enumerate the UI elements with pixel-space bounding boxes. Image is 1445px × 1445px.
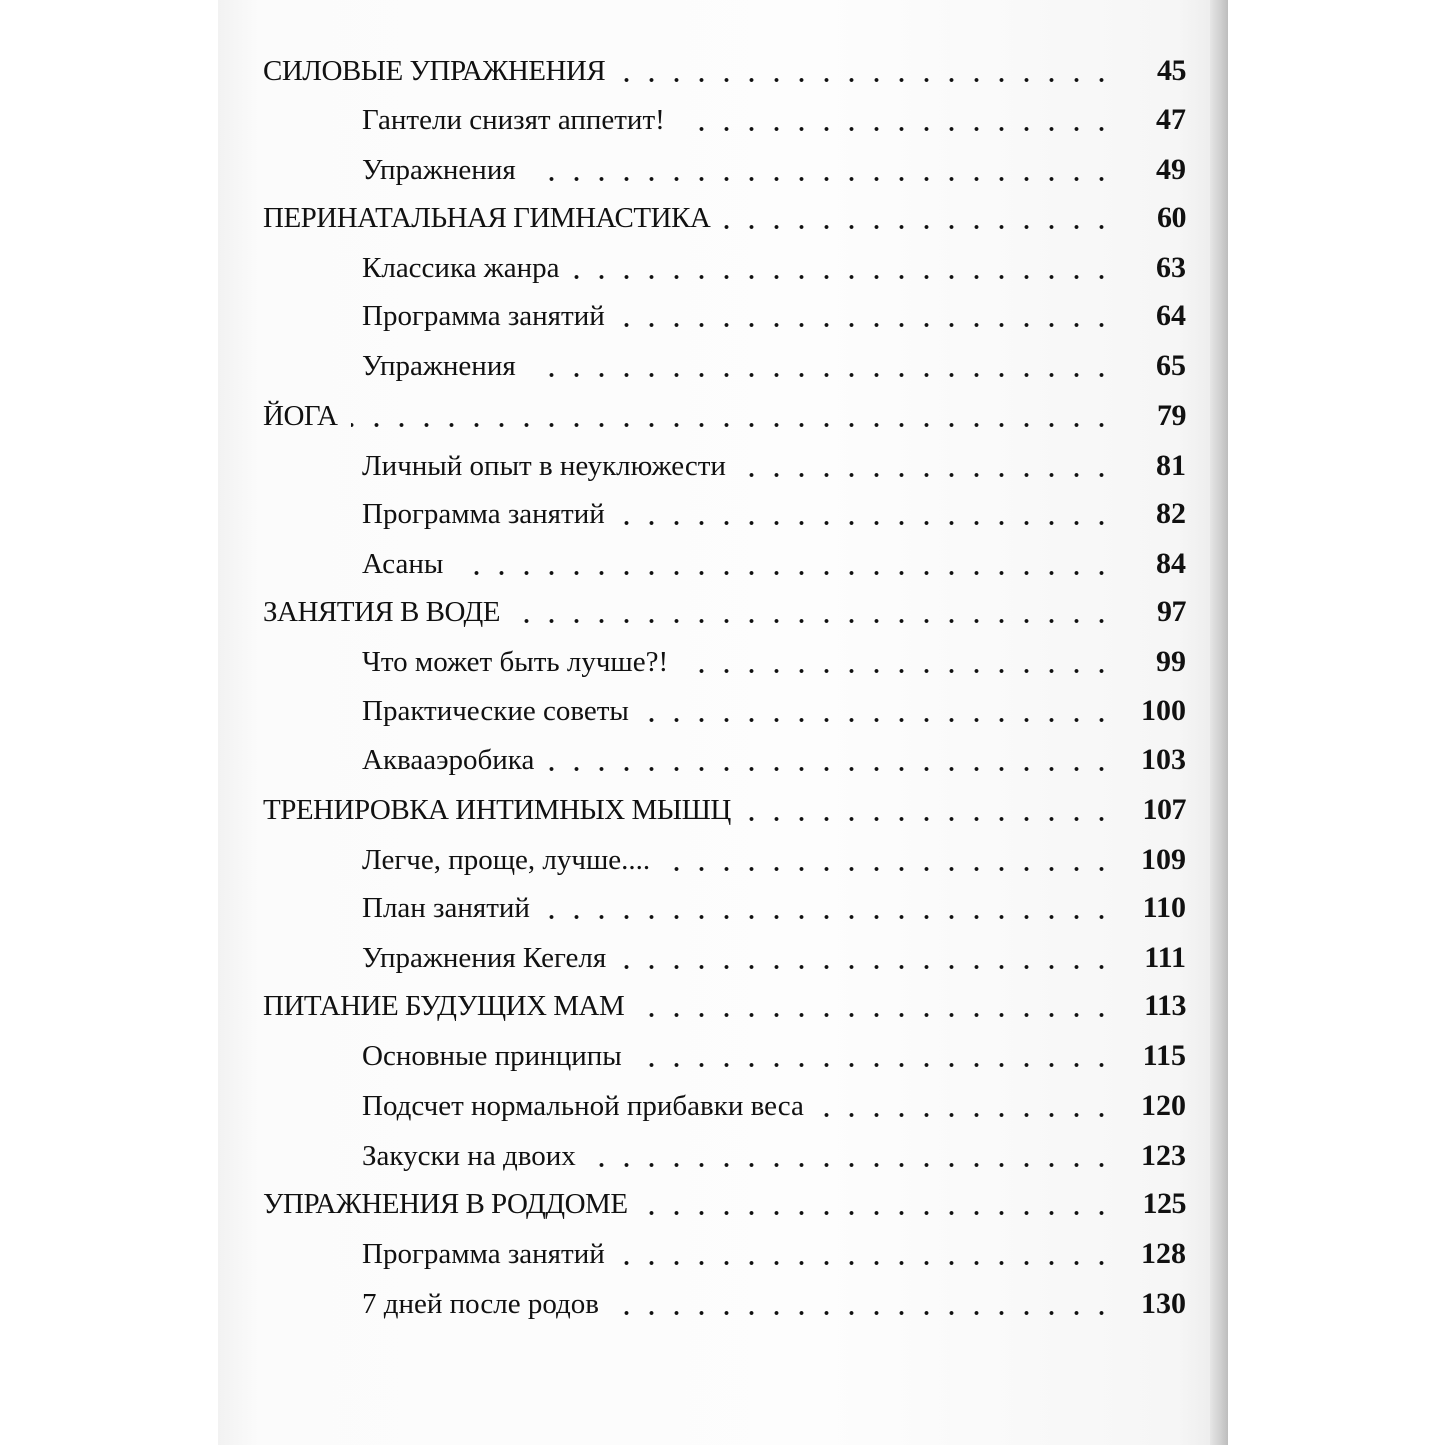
dot-leader [619, 322, 1114, 328]
toc-entry-title: Личный опыт в неуклюжести [362, 450, 726, 482]
toc-section-row [362, 684, 1186, 728]
toc-section-row [362, 93, 1186, 137]
dot-leader [514, 618, 1114, 624]
dot-leader [636, 1062, 1114, 1068]
toc-chapter-row [263, 44, 1186, 88]
toc-section-row [362, 881, 1186, 925]
toc-entry-page-number: 64 [1156, 299, 1186, 332]
dot-leader [574, 274, 1114, 280]
toc-entry-page-number: 109 [1141, 843, 1186, 876]
dot-leader [740, 472, 1114, 478]
dot-leader [818, 1112, 1114, 1118]
toc-entry-page-number: 107 [1142, 793, 1186, 826]
toc-chapter-row [263, 1177, 1186, 1221]
dot-leader [530, 372, 1114, 378]
dot-leader [643, 717, 1114, 723]
toc-entry-title: ПЕРИНАТАЛЬНАЯ ГИМНАСТИКА [263, 202, 711, 234]
toc-section-row [362, 1029, 1186, 1073]
toc-chapter-row [263, 979, 1186, 1023]
toc-entry-page-number: 130 [1141, 1287, 1186, 1320]
toc-entry-title: Что может быть лучше?! [362, 646, 669, 678]
toc-section-row [362, 833, 1186, 877]
dot-leader [457, 570, 1114, 576]
toc-section-row [362, 733, 1186, 777]
toc-entry-title: Программа занятий [362, 300, 605, 332]
toc-entry-page-number: 65 [1156, 349, 1186, 382]
toc-chapter-row [263, 585, 1186, 629]
dot-leader [620, 964, 1114, 970]
toc-entry-title: План занятий [362, 892, 530, 924]
toc-entry-title: ПИТАНИЕ БУДУЩИХ МАМ [263, 990, 625, 1022]
toc-section-row [362, 439, 1186, 483]
dot-leader [619, 77, 1114, 83]
dot-leader [638, 1012, 1114, 1018]
toc-entry-page-number: 97 [1157, 595, 1186, 628]
toc-section-row [362, 931, 1186, 975]
toc-entry-page-number: 100 [1141, 694, 1186, 727]
toc-entry-title: Программа занятий [362, 1238, 605, 1270]
toc-entry-title: Аквааэробика [362, 744, 535, 776]
toc-entry-page-number: 99 [1156, 645, 1186, 678]
toc-entry-title: ЗАНЯТИЯ В ВОДЕ [263, 596, 500, 628]
toc-entry-page-number: 110 [1142, 891, 1186, 924]
dot-leader [664, 866, 1114, 872]
toc-chapter-row [263, 191, 1186, 235]
dot-leader [619, 520, 1114, 526]
toc-entry-title: Подсчет нормальной прибавки веса [362, 1090, 804, 1122]
toc-entry-title: Упражнения [362, 154, 516, 186]
toc-entry-title: ТРЕНИРОВКА ИНТИМНЫХ МЫШЦ [263, 794, 731, 826]
dot-leader [548, 766, 1114, 772]
toc-section-row [362, 339, 1186, 383]
toc-section-row [362, 1129, 1186, 1173]
toc-entry-page-number: 115 [1142, 1039, 1186, 1072]
toc-chapter-row [263, 389, 1186, 433]
toc-entry-title: ЙОГА [263, 400, 338, 432]
toc-entry-page-number: 128 [1141, 1237, 1186, 1270]
dot-leader [724, 224, 1114, 230]
toc-entry-page-number: 81 [1156, 449, 1186, 482]
toc-entry-title: Упражнения [362, 350, 516, 382]
toc-chapter-row [263, 783, 1186, 827]
toc-entry-title: Практические советы [362, 695, 629, 727]
toc-entry-title: Классика жанра [362, 252, 560, 284]
toc-entry-title: Программа занятий [362, 498, 605, 530]
toc-entry-title: Основные принципы [362, 1040, 622, 1072]
toc-entry-page-number: 120 [1141, 1089, 1186, 1122]
dot-leader [642, 1210, 1114, 1216]
toc-entry-page-number: 111 [1144, 941, 1186, 974]
dot-leader [679, 126, 1114, 132]
toc-section-row [362, 1277, 1186, 1321]
toc-entry-title: УПРАЖНЕНИЯ В РОДДОМЕ [263, 1188, 628, 1220]
toc-entry-page-number: 123 [1141, 1139, 1186, 1172]
toc-entry-title: Гантели снизят аппетит! [362, 104, 665, 136]
toc-entry-title: Закуски на двоих [362, 1140, 576, 1172]
dot-leader [530, 176, 1114, 182]
toc-entry-title: Упражнения Кегеля [362, 942, 607, 974]
toc-entry-title: Асаны [362, 548, 444, 580]
dot-leader [590, 1162, 1114, 1168]
dot-leader [682, 668, 1114, 674]
toc-entry-page-number: 49 [1156, 153, 1186, 186]
toc-section-row [362, 289, 1186, 333]
toc-entry-page-number: 125 [1142, 1187, 1186, 1220]
toc-entry-title: СИЛОВЫЕ УПРАЖНЕНИЯ [263, 55, 606, 87]
toc-entry-page-number: 63 [1156, 251, 1186, 284]
toc-section-row [362, 1227, 1186, 1271]
toc-entry-page-number: 84 [1156, 547, 1186, 580]
toc-section-row [362, 487, 1186, 531]
dot-leader [351, 422, 1114, 428]
dot-leader [613, 1310, 1114, 1316]
toc-entry-page-number: 113 [1144, 989, 1186, 1022]
toc-section-row [362, 1079, 1186, 1123]
toc-section-row [362, 241, 1186, 285]
dot-leader [745, 816, 1114, 822]
toc-entry-page-number: 60 [1157, 201, 1186, 234]
dot-leader [619, 1260, 1114, 1266]
toc-section-row [362, 143, 1186, 187]
toc-section-row [362, 635, 1186, 679]
toc-entry-page-number: 82 [1156, 497, 1186, 530]
toc-entry-page-number: 45 [1157, 54, 1186, 87]
toc-entry-page-number: 79 [1157, 399, 1186, 432]
dot-leader [544, 914, 1114, 920]
toc-section-row [362, 537, 1186, 581]
toc-entry-page-number: 47 [1156, 103, 1186, 136]
toc-entry-page-number: 103 [1141, 743, 1186, 776]
toc-entry-title: 7 дней после родов [362, 1288, 599, 1320]
toc-entry-title: Легче, проще, лучше.... [362, 844, 651, 876]
